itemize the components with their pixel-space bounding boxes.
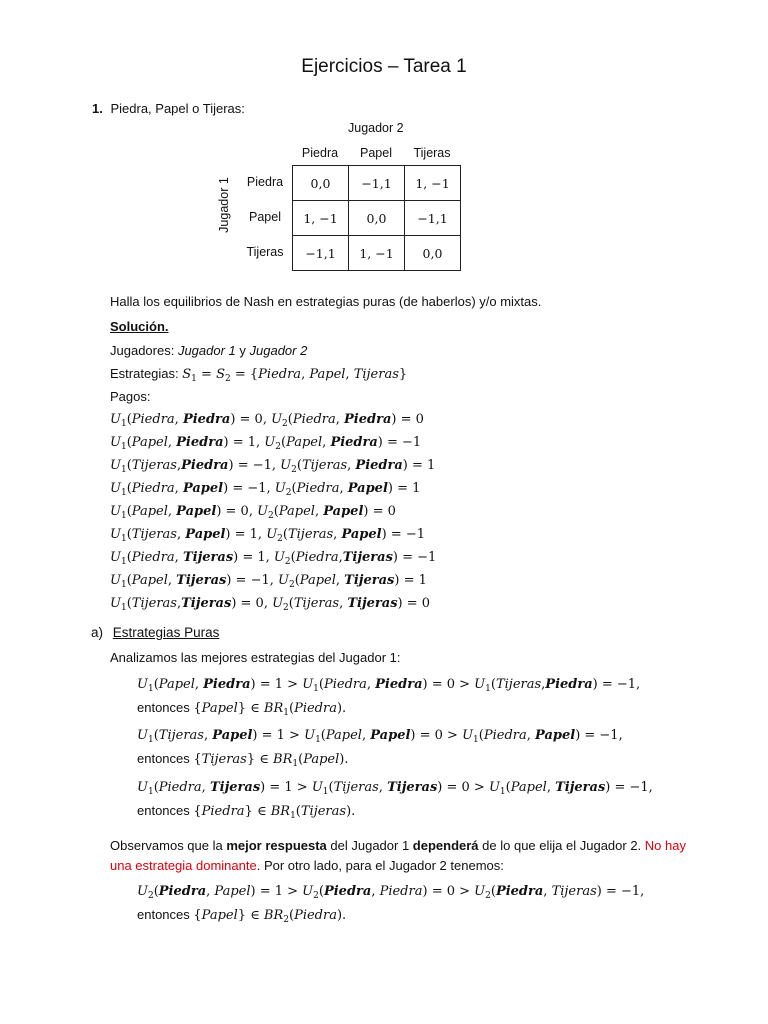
payoff-equation: $U_1(Papel$, Piedra) = 1, $U_2(Papel$, Piedra) = −1 [110, 435, 422, 452]
best-response-conclusion [137, 907, 346, 923]
column-player-label: Jugador 2 [348, 121, 404, 135]
matrix-row [293, 236, 461, 271]
best-response-set: {Papel} ∈ $BR_2(Piedra)$. [193, 908, 347, 925]
then-word: entonces [137, 700, 194, 715]
row-header-piedra: Piedra [246, 175, 284, 189]
paragraph-highlight: una estrategia dominante [110, 858, 257, 873]
col-header-piedra: Piedra [301, 146, 339, 160]
matrix-cell: 1, −1 [349, 236, 405, 271]
exercise-label: Piedra, Papel o Tijeras: [110, 101, 245, 116]
best-response-set: {Piedra} ∈ $BR_1(Tijeras)$. [193, 804, 356, 821]
matrix-cell: −1,1 [293, 236, 349, 271]
row-player-label: Jugador 1 [217, 177, 231, 233]
best-response-inequality: $U_1(Piedra$, Tijeras) = $1 > U_1(Tijeras$, Tijeras) = $0 > U_1(Papel$, Tijeras) = −1, [137, 780, 653, 797]
then-word: entonces [137, 907, 194, 922]
paragraph-text: Observamos que la [110, 838, 227, 853]
paragraph-bold: mejor respuesta [226, 838, 327, 853]
strategies-prefix: Estrategias: [110, 366, 183, 381]
payoff-equation: $U_1(Piedra$, Papel) = −1, $U_2(Piedra$, Papel) = 1 [110, 481, 421, 498]
players-line [110, 343, 307, 358]
player-1-name: Jugador 1 [177, 343, 236, 358]
solution-label [110, 319, 169, 334]
matrix-cell: 1, −1 [293, 201, 349, 236]
player-2-name: Jugador 2 [249, 343, 308, 358]
best-response-conclusion [137, 751, 349, 767]
players-and: y [235, 343, 250, 358]
matrix-row [293, 166, 461, 201]
matrix-row [293, 201, 461, 236]
analysis-intro: Analizamos las mejores estrategias del Jugador 1: [110, 650, 401, 665]
then-word: entonces [137, 751, 194, 766]
payoffs-label: Pagos: [110, 389, 151, 404]
best-response-inequality: $U_1(Tijeras$, Papel) = $1 > U_1(Papel$, Papel) = $0 > U_1(Piedra$, Papel) = −1, [137, 728, 623, 745]
matrix-cell: −1,1 [349, 166, 405, 201]
payoff-equation: $U_1(Tijeras$, Papel) = 1, $U_2(Tijeras$, Papel) = −1 [110, 527, 426, 544]
col-header-tijeras: Tijeras [413, 146, 451, 160]
section-a-letter: a) [91, 625, 104, 640]
best-response-conclusion [137, 803, 355, 819]
prompt-text: Halla los equilibrios de Nash en estrategias puras (de haberlos) y/o mixtas. [110, 294, 542, 309]
strategy-set-formula: $S_1 = S_2$ = {Piedra, Papel, Tijeras} [182, 367, 408, 384]
then-word: entonces [137, 803, 194, 818]
payoff-equation: $U_1(Piedra$, Piedra) = 0, $U_2(Piedra$, Piedra) = 0 [110, 412, 424, 429]
page-title: Ejercicios – Tarea 1 [301, 56, 467, 77]
payoff-equation: $U_1(Piedra$, Tijeras) = 1, $U_2(Piedra,Tijeras) = -1$ [110, 550, 437, 567]
col-header-papel: Papel [360, 146, 392, 160]
payoff-equation: $U_1(Tijeras,Tijeras) = 0$, $U_2(Tijeras$, Tijeras) = 0 [110, 596, 431, 613]
solution-label-text: Solución. [110, 319, 169, 334]
matrix-cell: 0,0 [293, 166, 349, 201]
payoff-equation: $U_1(Papel$, Papel) = 0, $U_2(Papel$, Papel) = 0 [110, 504, 396, 521]
best-response-conclusion [137, 700, 346, 716]
best-response-set: {Papel} ∈ $BR_1(Piedra)$. [193, 701, 347, 718]
payoff-matrix [292, 165, 461, 271]
strategies-line [110, 366, 407, 382]
matrix-cell: 1, −1 [405, 166, 461, 201]
best-response-inequality: $U_1(Papel$, Piedra) = $1 > U_1(Piedra$, Piedra) = $0 > U_1(Tijeras,Piedra) = -1$, [137, 677, 641, 694]
players-prefix: Jugadores: [110, 343, 178, 358]
section-a-title: Estrategias Puras [112, 625, 220, 640]
matrix-cell: 0,0 [349, 201, 405, 236]
section-a-heading [91, 625, 219, 640]
observation-paragraph [110, 836, 700, 876]
matrix-cell: 0,0 [405, 236, 461, 271]
row-header-tijeras: Tijeras [246, 245, 284, 259]
best-response-set: {Tijeras} ∈ $BR_1(Papel)$. [193, 752, 349, 769]
best-response-inequality: $U_2(Piedra$, Papel) = $1 > U_2(Piedra$, Piedra) = $0 > U_2(Piedra$, Tijeras) = −1, [137, 884, 645, 901]
exercise-number: 1. [92, 101, 103, 116]
paragraph-bold: dependerá [412, 838, 479, 853]
paragraph-highlight: No hay [644, 838, 686, 853]
matrix-cell: −1,1 [405, 201, 461, 236]
exercise-heading [92, 101, 245, 116]
paragraph-text: . Por otro lado, para el Jugador 2 tenemos: [256, 858, 504, 873]
row-header-papel: Papel [249, 210, 281, 224]
payoff-equation: $U_1(Tijeras,Piedra) = -1$, $U_2(Tijeras$, Piedra) = 1 [110, 458, 436, 475]
payoff-equation: $U_1(Papel$, Tijeras) = −1, $U_2(Papel$, Tijeras) = 1 [110, 573, 427, 590]
paragraph-text: del Jugador 1 [326, 838, 413, 853]
paragraph-text: de lo que elija el Jugador 2. [478, 838, 645, 853]
